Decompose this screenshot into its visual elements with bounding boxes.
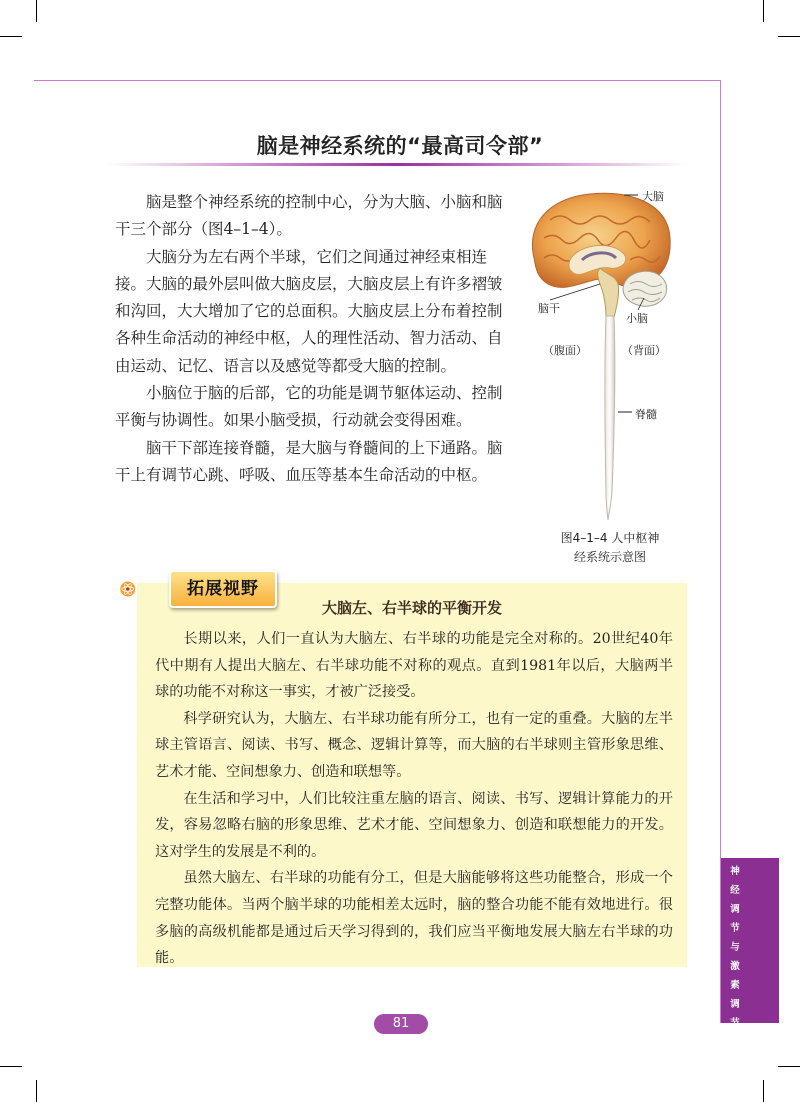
caption-line: 经系统示意图 <box>573 550 646 564</box>
crop-mark <box>0 36 22 37</box>
extension-body <box>155 626 673 972</box>
crop-mark <box>36 0 37 22</box>
side-tab-char: 经 <box>730 885 740 896</box>
crop-mark <box>36 1080 37 1102</box>
caption-line: 图4–1–4 人中枢神 <box>560 531 660 545</box>
crop-mark <box>763 0 764 22</box>
article-paragraph: 小脑位于脑的后部，它的功能是调节躯体运动、控制平衡与协调性。如果小脑受损，行动就会变得困难。 <box>115 384 503 430</box>
side-tab-char: 调 <box>730 999 740 1010</box>
side-tab-char: 节 <box>730 923 740 934</box>
page-number: 81 <box>374 1014 428 1034</box>
crop-mark <box>778 36 800 37</box>
article-paragraph: 脑是整个神经系统的控制中心，分为大脑、小脑和脑干三个部分（图4–1–4）。 <box>115 193 503 239</box>
article-paragraph: 脑干下部连接脊髓，是大脑与脊髓间的上下通路。脑干上有调节心跳、呼吸、血压等基本生命活动的中枢。 <box>115 438 503 484</box>
side-tab-char: 调 <box>730 904 740 915</box>
chapter-side-tab-text <box>725 862 745 1033</box>
title-underline <box>107 163 687 166</box>
label-ventral: （腹面） <box>543 344 587 357</box>
side-tab-char: 激 <box>730 961 740 972</box>
page-frame-top <box>34 80 720 81</box>
article-paragraph: 大脑分为左右两个半球，它们之间通过神经束相连接。大脑的最外层叫做大脑皮层，大脑皮层上有许多褶皱和沟回，大大增加了它的总面积。大脑皮层上分布着控制各种生命活动的神经中枢，人的理性活动、智力活动、自由运动、记忆、语言以及感觉等都受大脑的控制。 <box>115 247 503 375</box>
label-brainstem: 脑干 <box>538 302 560 315</box>
label-dorsal: （背面） <box>622 344 666 357</box>
label-cerebrum: 大脑 <box>642 190 664 203</box>
crop-mark <box>778 1066 800 1067</box>
extension-paragraph: 长期以来，人们一直认为大脑左、右半球的功能是完全对称的。20世纪40年代中期有人提出大脑左、右半球功能不对称的观点。直到1981年以后，大脑两半球的功能不对称这一事实，才被广泛接受。 <box>155 631 673 701</box>
extension-paragraph: 虽然大脑左、右半球的功能有分工，但是大脑能够将这些功能整合，形成一个完整功能体。当两个脑半球的功能相差太远时，脑的整合功能不能有效地进行。很多脑的高级机能都是通过后天学习得到的，我们应当平衡地发展大脑左右半球的功能。 <box>155 870 673 967</box>
figure-caption <box>545 529 675 567</box>
page-title: 脑是神经系统的“最高司令部” <box>256 134 544 158</box>
extension-heading: 大脑左、右半球的平衡开发 <box>321 599 502 617</box>
extension-paragraph: 在生活和学习中，人们比较注重左脑的语言、阅读、书写、逻辑计算能力的开发，容易忽略右脑的形象思维、艺术才能、空间想象力、创造和联想能力的开发。这对学生的发展是不利的。 <box>155 790 673 860</box>
label-spinal-cord: 脊髓 <box>635 408 657 421</box>
label-cerebellum: 小脑 <box>626 312 648 325</box>
side-tab-char: 与 <box>730 942 740 953</box>
crop-mark <box>0 1066 22 1067</box>
side-tab-char: 素 <box>730 980 740 991</box>
crop-mark <box>763 1080 764 1102</box>
extension-badge: 拓展视野 <box>169 570 277 608</box>
side-tab-char: 神 <box>730 866 740 877</box>
side-tab-char: 节 <box>730 1018 740 1029</box>
extension-paragraph: 科学研究认为，大脑左、右半球功能有所分工，也有一定的重叠。大脑的左半球主管语言、阅读、书写、概念、逻辑计算等，而大脑的右半球则主管形象思维、艺术才能、空间想象力、创造和联想等。 <box>155 710 673 780</box>
article-body <box>115 189 505 489</box>
